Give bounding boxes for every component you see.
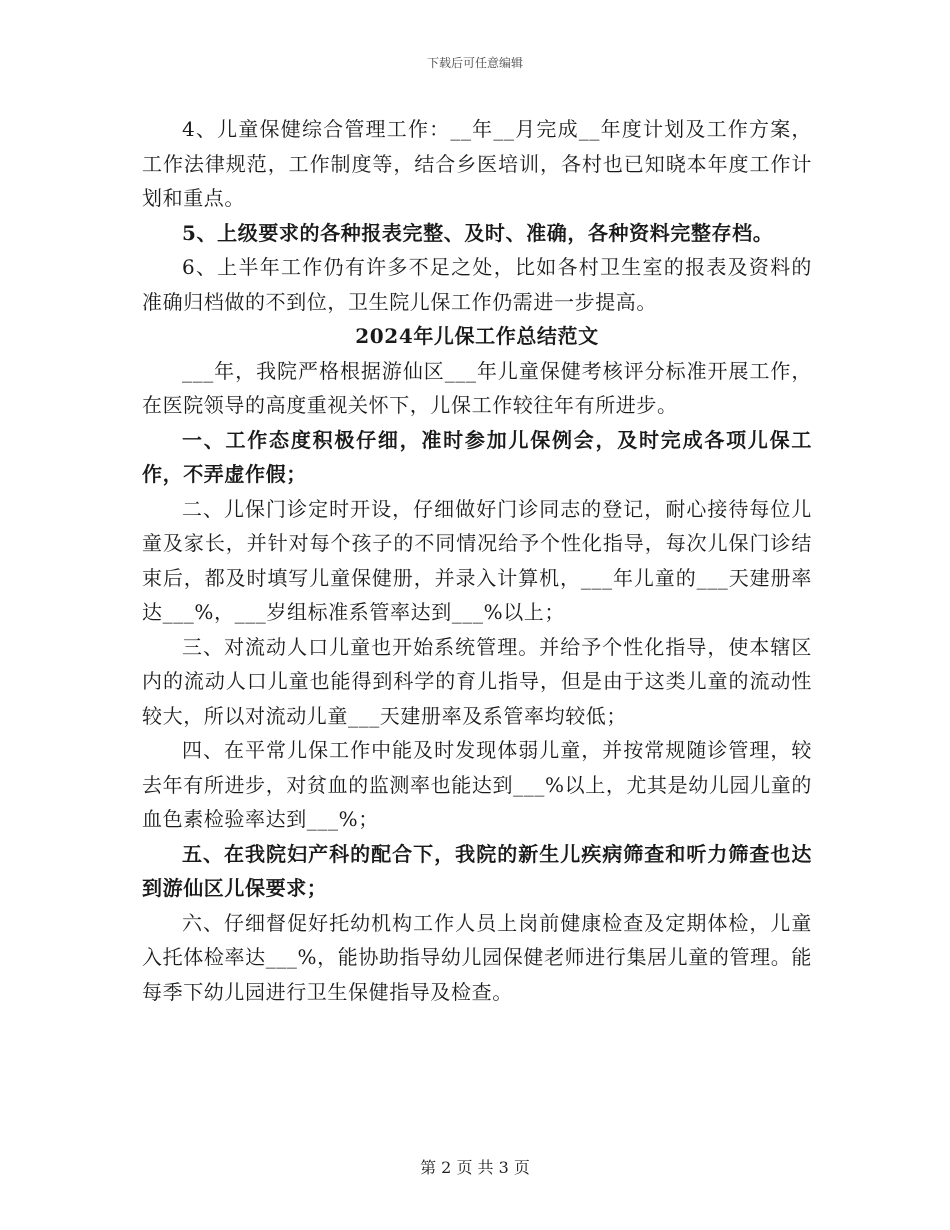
paragraph-point-5: 五、在我院妇产科的配合下，我院的新生儿疾病筛查和听力筛查也达到游仙区儿保要求； [142,841,812,900]
paragraph-point-1: 一、工作态度积极仔细，准时参加儿保例会，及时完成各项儿保工作，不弄虚作假； [142,427,812,486]
paragraph-point-6: 六、仔细督促好托幼机构工作人员上岗前健康检查及定期体检，儿童入托体检率达___%，能协助指导幼儿园保健老师进行集居儿童的管理。能每季下幼儿园进行卫生保健指导及检查。 [142,910,812,1004]
paragraph-point-4: 四、在平常儿保工作中能及时发现体弱儿童，并按常规随诊管理，较去年有所进步，对贫血的监测率也能达到___%以上，尤其是幼儿园儿童的血色素检验率达到___%； [142,738,812,831]
paragraph-item-6: 6、上半年工作仍有许多不足之处，比如各村卫生室的报表及资料的准确归档做的不到位，卫生院儿保工作仍需进一步提高。 [142,255,812,314]
paragraph-item-4: 4、儿童保健综合管理工作：__年__月完成__年度计划及工作方案，工作法律规范，工作制度等，结合乡医培训，各村也已知晓本年度工作计划和重点。 [142,117,812,210]
paragraph-point-3: 三、对流动人口儿童也开始系统管理。并给予个性化指导，使本辖区内的流动人口儿童也能得到科学的育儿指导，但是由于这类儿童的流动性较大，所以对流动儿童___天建册率及系管率均较低； [142,634,812,728]
document-body [142,112,812,1009]
page-footer: 第 2 页 共 3 页 [420,1158,530,1177]
section-title: 2024年儿保工作总结范文 [355,324,599,348]
paragraph-point-2: 二、儿保门诊定时开设，仔细做好门诊同志的登记，耐心接待每位儿童及家长，并针对每个孩子的不同情况给予个性化指导，每次儿保门诊结束后，都及时填写儿童保健册，并录入计算机，___年儿童的___天建册率达___%，___岁组标准系管率达到___%以上； [142,496,812,624]
paragraph-intro: ___年，我院严格根据游仙区___年儿童保健考核评分标准开展工作，在医院领导的高度重视关怀下，儿保工作较往年有所进步。 [142,358,812,417]
page-header: 下载后可任意编辑 [426,56,523,70]
paragraph-item-5: 5、上级要求的各种报表完整、及时、准确，各种资料完整存档。 [182,220,774,245]
